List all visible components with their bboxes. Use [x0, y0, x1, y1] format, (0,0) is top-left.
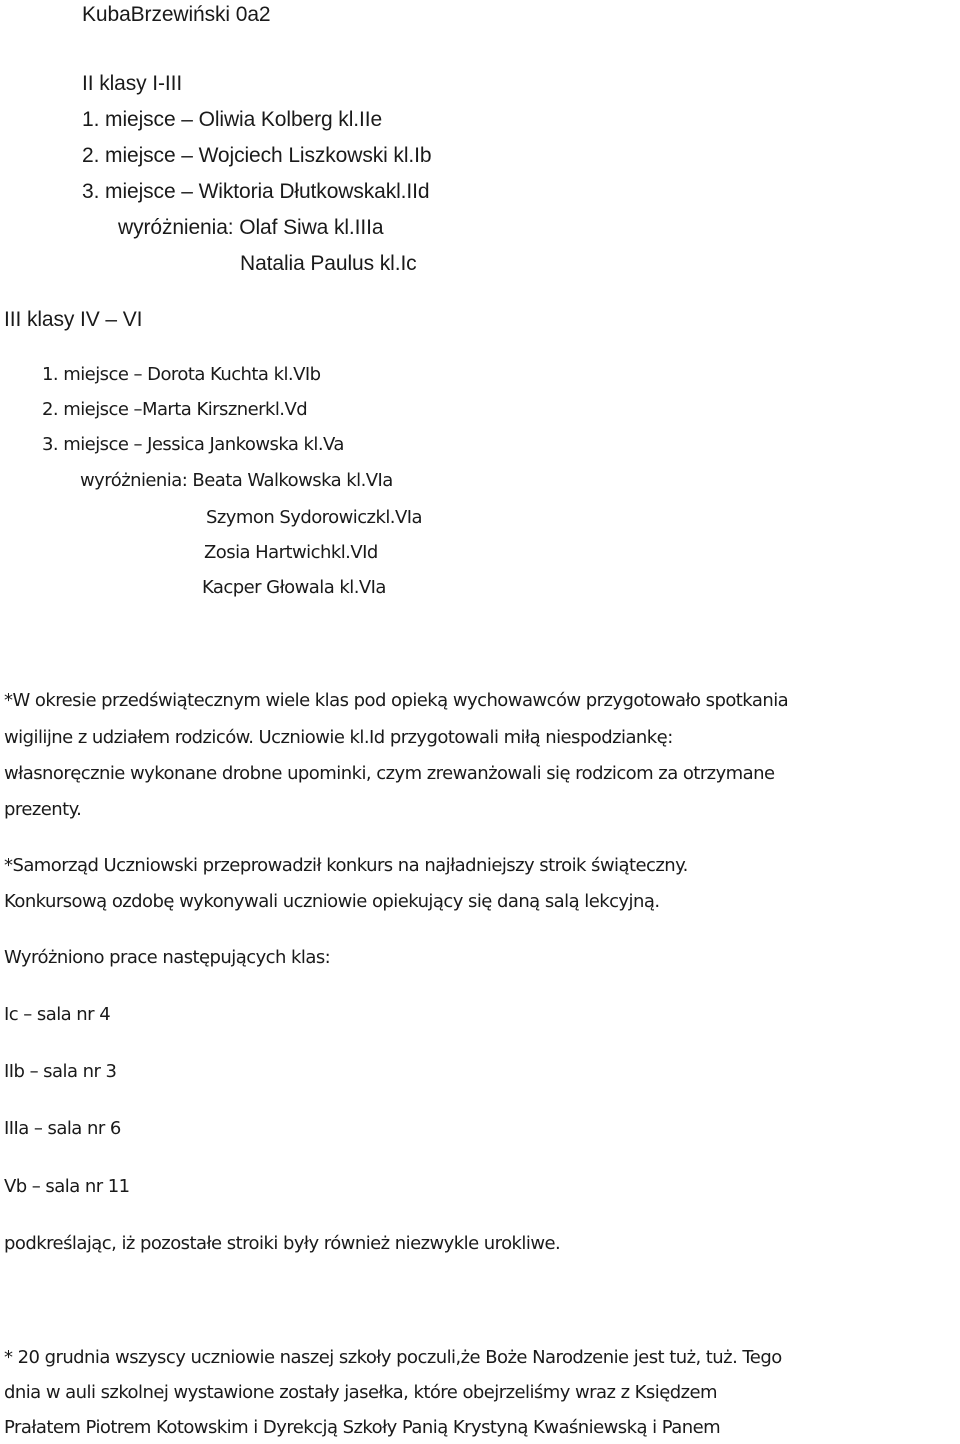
- place-item: 1. miejsce – Oliwia Kolberg kl.IIe: [82, 108, 383, 131]
- paragraph-line: Konkursową ozdobę wykonywali uczniowie opiekujący się daną salą lekcyjną.: [4, 891, 660, 912]
- place-item: 2. miejsce –Marta Kirsznerkl.Vd: [42, 399, 308, 420]
- paragraph-line: *Samorząd Uczniowski przeprowadził konkurs na najładniejszy stroik świąteczny.: [4, 855, 688, 876]
- awarded-class: IIIa – sala nr 6: [4, 1118, 121, 1139]
- place-item: 3. miejsce – Jessica Jankowska kl.Va: [42, 434, 344, 455]
- paragraph-line: *W okresie przedświątecznym wiele klas pod opieką wychowawców przygotowało spotkania: [4, 690, 789, 711]
- paragraph-line: dnia w auli szkolnej wystawione zostały jasełka, które obejrzeliśmy wraz z Księdzem: [4, 1382, 717, 1403]
- distinction-item: Szymon Sydorowiczkl.VIa: [206, 507, 422, 528]
- awarded-class: Vb – sala nr 11: [4, 1176, 130, 1197]
- awarded-class: IIb – sala nr 3: [4, 1061, 117, 1082]
- paragraph-line: prezenty.: [4, 799, 82, 820]
- distinction-item: Kacper Głowala kl.VIa: [202, 577, 386, 598]
- paragraph-line: Prałatem Piotrem Kotowskim i Dyrekcją Szkoły Panią Krystyną Kwaśniewską i Panem: [4, 1417, 721, 1438]
- top-line: KubaBrzewiński 0a2: [82, 3, 271, 26]
- place-item: 2. miejsce – Wojciech Liszkowski kl.Ib: [82, 144, 432, 167]
- closing-line: podkreślając, iż pozostałe stroiki były również niezwykle urokliwe.: [4, 1233, 561, 1254]
- paragraph-line: własnoręcznie wykonane drobne upominki, czym zrewanżowali się rodzicom za otrzymane: [4, 763, 775, 784]
- paragraph-line: * 20 grudnia wszyscy uczniowie naszej szkoły poczuli,że Boże Narodzenie jest tuż, tuż. Tego: [4, 1347, 782, 1368]
- place-item: 1. miejsce – Dorota Kuchta kl.VIb: [42, 364, 321, 385]
- section-heading-grades-1-3: II klasy I-III: [82, 72, 183, 95]
- paragraph-line: wigilijne z udziałem rodziców. Uczniowie kl.Id przygotowali miłą niespodziankę:: [4, 727, 673, 748]
- distinction-item: Natalia Paulus kl.Ic: [240, 252, 417, 275]
- section-heading-grades-4-6: III klasy IV – VI: [4, 308, 143, 331]
- distinction-item: wyróżnienia: Beata Walkowska kl.VIa: [80, 470, 393, 491]
- distinction-item: Zosia Hartwichkl.VId: [204, 542, 378, 563]
- awarded-class: Ic – sala nr 4: [4, 1004, 111, 1025]
- place-item: 3. miejsce – Wiktoria Dłutkowskakl.IId: [82, 180, 430, 203]
- awarded-intro: Wyróżniono prace następujących klas:: [4, 947, 331, 968]
- distinction-item: wyróżnienia: Olaf Siwa kl.IIIa: [118, 216, 384, 239]
